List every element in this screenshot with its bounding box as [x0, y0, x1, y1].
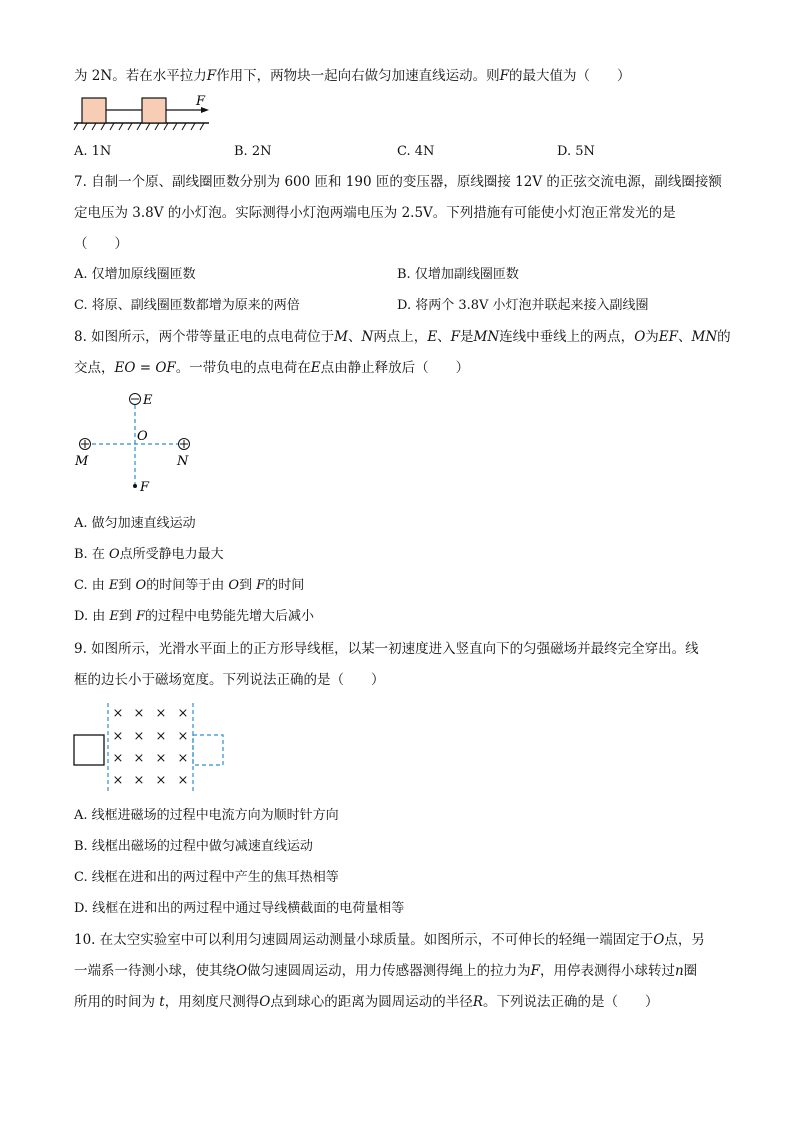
point-f: [133, 484, 137, 488]
svg-text:×: ×: [155, 751, 167, 766]
q9-option-a: A. 线框进磁场的过程中电流方向为顺时针方向: [74, 808, 339, 823]
q9-stem-line-2: 框的边长小于磁场宽度。下列说法正确的是（ ）: [74, 672, 385, 688]
q7-option-b: B. 仅增加副线圈匝数: [397, 267, 519, 282]
label-f: F: [140, 480, 150, 495]
q9-option-c: C. 线框在进和出的两过程中产生的焦耳热相等: [74, 870, 339, 885]
label-n: N: [177, 454, 189, 469]
q6-option-a: A. 1N: [74, 144, 112, 159]
q9-magnetic-field-figure: [70, 700, 230, 795]
wire-frame: [74, 735, 104, 765]
q8-stem-line-2: 交点，EO = OF。一带负电的点电荷在E点由静止释放后（ ）: [74, 360, 470, 376]
q7-option-c: C. 将原、副线圈匝数都增为原来的两倍: [74, 298, 300, 313]
force-label: F: [196, 94, 206, 109]
svg-text:×: ×: [177, 751, 189, 766]
svg-text:×: ×: [112, 706, 124, 721]
q8-option-c: C. 由 E到 O的时间等于由 O到 F的时间: [74, 578, 305, 593]
q6-option-d: D. 5N: [557, 144, 595, 159]
q7-option-a: A. 仅增加原线圈匝数: [74, 267, 196, 282]
svg-text:×: ×: [133, 751, 145, 766]
q6-blocks-figure: [70, 90, 215, 132]
svg-text:×: ×: [112, 729, 124, 744]
q6-stem-line: 为 2N。若在水平拉力F作用下，两物块一起向右做匀加速直线运动。则F的最大值为（ ）: [74, 68, 631, 84]
q8-option-b: B. 在 O点所受静电力最大: [74, 547, 224, 562]
svg-text:×: ×: [112, 773, 124, 788]
label-m: M: [75, 454, 89, 469]
charge-e: [130, 394, 141, 405]
q6-option-b: B. 2N: [234, 144, 272, 159]
q7-stem-line-1: 7. 自制一个原、副线圈匝数分别为 600 匝和 190 匝的变压器，原线圈接 12V 的正弦交流电源，副线圈接额: [74, 174, 722, 190]
charge-n: [179, 439, 190, 450]
label-o: O: [137, 429, 148, 444]
svg-text:×: ×: [155, 706, 167, 721]
q7-option-d: D. 将两个 3.8V 小灯泡并联起来接入副线圈: [397, 298, 649, 313]
svg-text:×: ×: [133, 706, 145, 721]
block-left: [82, 98, 106, 123]
svg-text:×: ×: [112, 751, 124, 766]
q10-stem-line-1: 10. 在太空实验室中可以利用匀速圆周运动测量小球质量。如图所示，不可伸长的轻绳一端固定于O点，另: [74, 932, 705, 948]
q9-option-d: D. 线框在进和出的两过程中通过导线横截面的电荷量相等: [74, 901, 405, 916]
q7-stem-line-3: （ ）: [74, 236, 128, 252]
wire-frame-exit-position: [193, 735, 223, 765]
q7-stem-line-2: 定电压为 3.8V 的小灯泡。实际测得小灯泡两端电压为 2.5V。下列措施有可能使小灯泡正常发光的是: [74, 205, 676, 221]
label-e: E: [143, 393, 153, 408]
q10-stem-line-3: 所用的时间为 t，用刻度尺测得O点到球心的距离为圆周运动的半径R。下列说法正确的是（ ）: [74, 994, 659, 1010]
q6-option-c: C. 4N: [397, 144, 435, 159]
block-right: [142, 98, 166, 123]
svg-text:×: ×: [133, 729, 145, 744]
q8-option-a: A. 做匀加速直线运动: [74, 516, 196, 531]
svg-text:×: ×: [177, 706, 189, 721]
field-crosses: [113, 706, 189, 788]
svg-text:×: ×: [177, 773, 189, 788]
svg-text:×: ×: [155, 729, 167, 744]
svg-text:×: ×: [155, 773, 167, 788]
q9-option-b: B. 线框出磁场的过程中做匀减速直线运动: [74, 839, 313, 854]
q10-stem-line-2: 一端系一待测小球，使其绕O做匀速圆周运动，用力传感器测得绳上的拉力为F，用停表测得小球转过n圈: [74, 963, 698, 979]
charge-m: [80, 439, 91, 450]
svg-text:×: ×: [133, 773, 145, 788]
q8-charges-figure: [70, 387, 200, 499]
q9-stem-line-1: 9. 如图所示，光滑水平面上的正方形导线框，以某一初速度进入竖直向下的匀强磁场并最终完全穿出。线: [74, 641, 699, 657]
q8-stem-line-1: 8. 如图所示，两个带等量正电的点电荷位于M、N两点上，E、F是MN连线中垂线上的两点，O为EF、MN的: [74, 329, 731, 345]
svg-text:×: ×: [177, 729, 189, 744]
q8-option-d: D. 由 E到 F的过程中电势能先增大后减小: [74, 609, 315, 624]
